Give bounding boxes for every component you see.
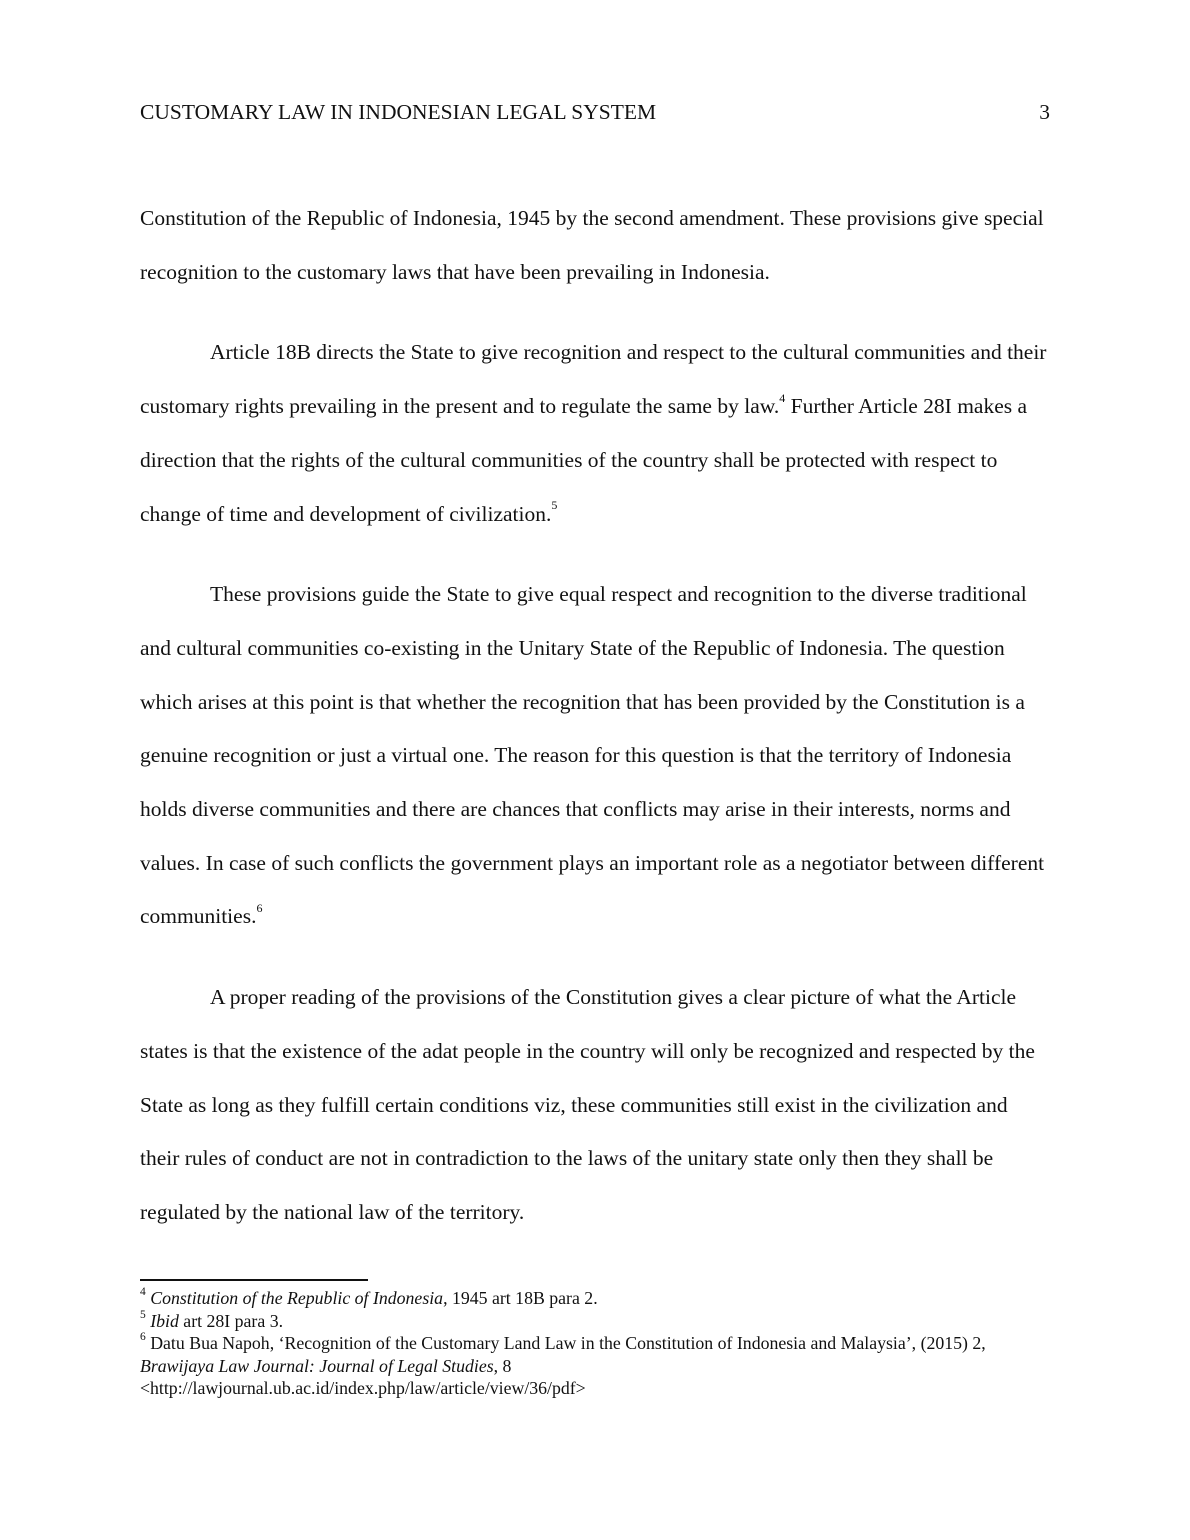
footnote-6: [140, 1332, 1052, 1400]
footnote-number: 5: [140, 1308, 146, 1321]
footnote-ref-6[interactable]: 6: [256, 901, 263, 916]
paragraph-1-text: Constitution of the Republic of Indonesia, 1945 by the second amendment. These provisions give special recognition to the customary laws that have been prevailing in Indonesia.: [140, 206, 1044, 284]
body-text: [140, 192, 1050, 1240]
paragraph-3: [140, 568, 1050, 944]
footnote-italic-title: Ibid: [150, 1310, 179, 1331]
paragraph-2: [140, 326, 1050, 541]
paragraph-4: [140, 971, 1050, 1240]
page-number: 3: [1039, 100, 1050, 124]
footnote-italic-title: Brawijaya Law Journal: Journal of Legal Studies: [140, 1355, 494, 1376]
running-head-title: CUSTOMARY LAW IN INDONESIAN LEGAL SYSTEM: [140, 100, 657, 124]
footnote-url-link[interactable]: <http://lawjournal.ub.ac.id/index.php/law/article/view/36/pdf>: [140, 1378, 586, 1398]
paragraph-3-text: These provisions guide the State to give equal respect and recognition to the diverse traditional and cultural communities co-existing in the Unitary State of the Republic of Indonesia. The question which arises at this point is that whether the recognition that has been provided by the Constitution is a genuine recognition or just a virtual one. The reason for this question is that the territory of Indonesia holds diverse communities and there are chances that conflicts may arise in their interests, norms and values. In case of such conflicts the government plays an important role as a negotiator between different communities.: [140, 582, 1045, 929]
paragraph-1: [140, 192, 1050, 299]
paragraph-2-text-a: Article 18B directs the State to give recognition and respect to the cultural communities and their customary rights prevailing in the present and to regulate the same by law.: [140, 340, 1047, 419]
footnote-separator: [140, 1279, 368, 1281]
footnote-ref-4[interactable]: 4: [779, 390, 786, 405]
paragraph-4-text: A proper reading of the provisions of the Constitution gives a clear picture of what the Article states is that the existence of the adat people in the country will only be recognized and respected by the State as long as they fulfill certain conditions viz, these communities still exist in the civilization and their rules of conduct are not in contradiction to the laws of the unitary state only then they shall be regulated by the national law of the territory.: [140, 985, 1035, 1224]
footnote-number: 4: [140, 1286, 146, 1299]
footnote-ref-5[interactable]: 5: [551, 498, 558, 513]
paragraph-2-text-b: Further Article 28I makes a direction that the rights of the cultural communities of the country shall be protected with respect to change of time and development of civilization.: [140, 394, 1028, 526]
footnote-text: Datu Bua Napoh, ‘Recognition of the Customary Land Law in the Constitution of Indonesia and Malaysia’, (2015) 2,: [145, 1333, 986, 1353]
footnote-text: art 28I para 3.: [178, 1310, 284, 1331]
footnote-number: 6: [140, 1331, 146, 1344]
footnote-text: , 8: [493, 1355, 512, 1376]
footnote-text: , 1945 art 18B para 2.: [443, 1288, 598, 1308]
footnote-4: [140, 1287, 1052, 1310]
footnote-5: [140, 1310, 1052, 1333]
footnote-italic-title: Constitution of the Republic of Indonesia: [150, 1288, 444, 1308]
footnotes: [140, 1287, 1052, 1400]
running-head: [140, 98, 1050, 126]
